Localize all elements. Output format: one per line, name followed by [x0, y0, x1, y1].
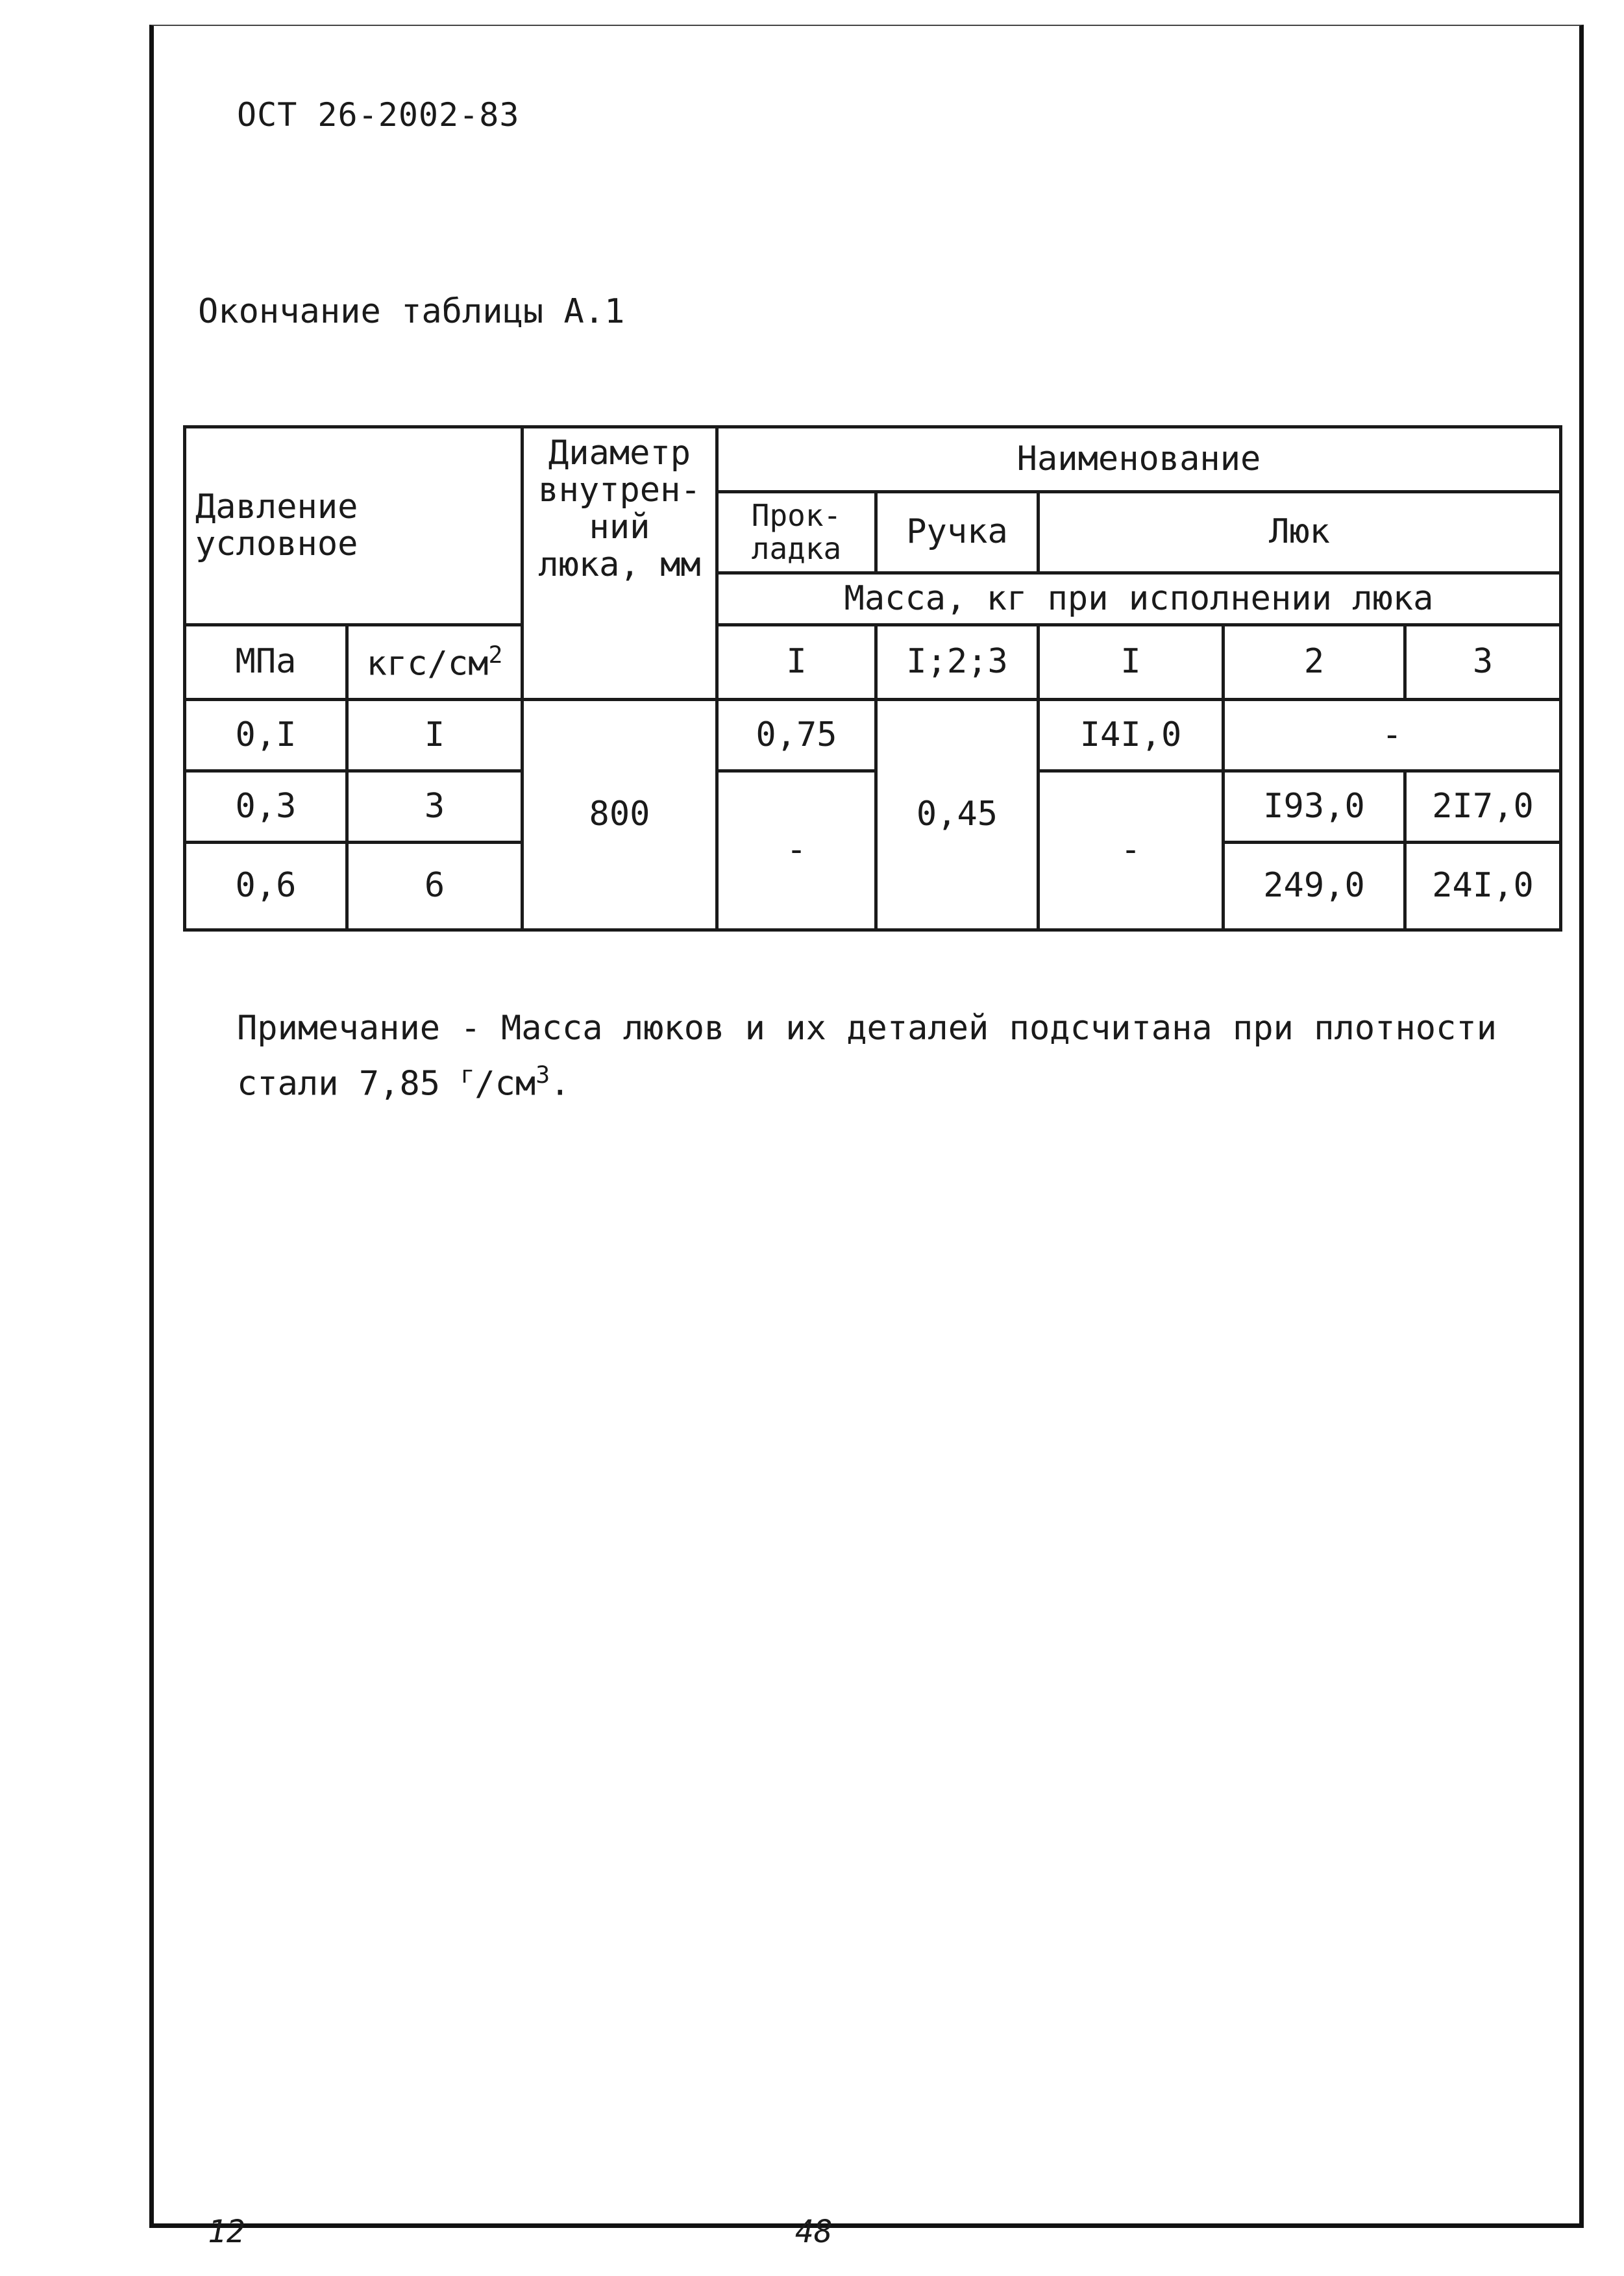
version-gasket: I: [717, 625, 876, 700]
cell-kgf: 3: [347, 771, 523, 843]
cell-mpa: 0,I: [185, 700, 347, 771]
header-kgf-unit: кгс/см: [366, 644, 489, 684]
cell-mpa: 0,6: [185, 843, 347, 930]
header-name: Наименование: [717, 427, 1561, 492]
header-pressure: Давление условное: [185, 427, 523, 625]
header-hatch: Люк: [1039, 492, 1561, 573]
note-unit-g: г: [460, 1061, 475, 1089]
header-diameter: Диаметр внутрен-ний люка, мм: [523, 427, 717, 700]
document-code: ОСТ 26-2002-83: [237, 96, 520, 134]
version-hatch-3: 3: [1405, 625, 1561, 700]
version-handle: I;2;3: [876, 625, 1039, 700]
header-mass: Масса, кг при исполнении люка: [717, 573, 1561, 625]
page-number-center: 48: [795, 2214, 833, 2250]
header-kgf: [347, 625, 523, 700]
table-caption: Окончание таблицы А.1: [198, 292, 625, 331]
cell-kgf: I: [347, 700, 523, 771]
cell-hatch-2-3: -: [1224, 700, 1561, 771]
cell-hatch-2: 249,0: [1224, 843, 1405, 930]
header-mpa: МПа: [185, 625, 347, 700]
cell-diameter: 800: [523, 700, 717, 930]
cell-mpa: 0,3: [185, 771, 347, 843]
page-frame: [149, 25, 1584, 2228]
cell-hatch-3: 2I7,0: [1405, 771, 1561, 843]
header-gasket: Прок-ладка: [717, 492, 876, 573]
page-number-left: 12: [208, 2214, 245, 2250]
note-text: Примечание - Масса люков и их деталей подсчитана при плотности стали 7,85: [237, 1009, 1497, 1104]
cell-gasket: -: [717, 771, 876, 930]
table-note: [237, 1005, 1535, 1107]
cell-handle: 0,45: [876, 700, 1039, 930]
table-row: [185, 700, 1561, 771]
cell-hatch-1: -: [1039, 771, 1224, 930]
cell-kgf: 6: [347, 843, 523, 930]
note-unit-cm: /см: [474, 1064, 536, 1104]
cell-gasket: 0,75: [717, 700, 876, 771]
note-unit-exp: 3: [535, 1061, 550, 1089]
version-hatch-2: 2: [1224, 625, 1405, 700]
cell-hatch-2: I93,0: [1224, 771, 1405, 843]
cell-hatch-1: I4I,0: [1039, 700, 1224, 771]
header-kgf-exp: 2: [488, 640, 503, 669]
header-handle: Ручка: [876, 492, 1039, 573]
note-end: .: [550, 1064, 571, 1104]
version-hatch-1: I: [1039, 625, 1224, 700]
table-row: [185, 771, 1561, 843]
hatch-mass-table: [183, 425, 1562, 932]
cell-hatch-3: 24I,0: [1405, 843, 1561, 930]
